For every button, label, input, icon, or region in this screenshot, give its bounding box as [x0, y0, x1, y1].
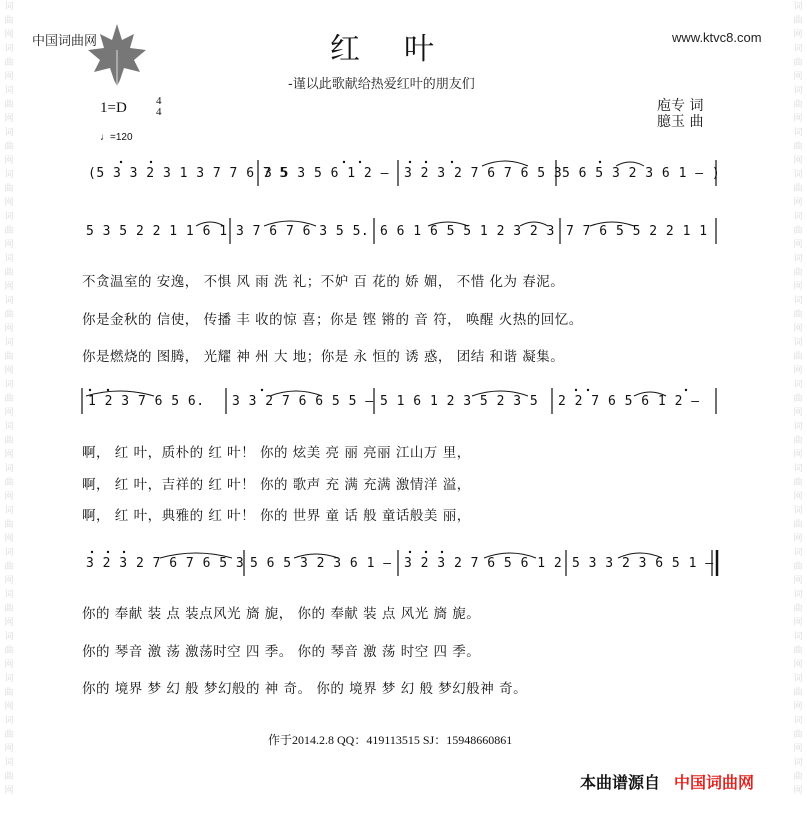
watermark-char: 词 — [4, 716, 14, 726]
watermark-char: 曲 — [793, 646, 803, 656]
watermark-char: 曲 — [793, 436, 803, 446]
watermark-char: 网 — [793, 72, 803, 82]
composer-credit: 臆玉 曲 — [657, 114, 704, 130]
watermark-char: 网 — [4, 618, 14, 628]
watermark-char: 词 — [793, 212, 803, 222]
watermark-char: 曲 — [793, 226, 803, 236]
watermark-char: 词 — [4, 212, 14, 222]
score-measure: 3 5 3 5 6 1 2 – — [264, 166, 389, 181]
watermark-char: 网 — [793, 408, 803, 418]
watermark-char: 曲 — [4, 268, 14, 278]
watermark-char: 曲 — [793, 478, 803, 488]
watermark-char: 曲 — [793, 772, 803, 782]
watermark-char: 词 — [793, 380, 803, 390]
watermark-char: 曲 — [4, 520, 14, 530]
site-url: www.ktvc8.com — [672, 30, 762, 45]
score-measure: 6 6 1 6 5 5 1 2 3 2 3 — [380, 224, 555, 239]
watermark-char: 词 — [793, 674, 803, 684]
watermark-char: 网 — [4, 156, 14, 166]
watermark-char: 网 — [4, 366, 14, 376]
watermark-char: 词 — [4, 464, 14, 474]
watermark-char: 词 — [793, 590, 803, 600]
watermark-char: 词 — [793, 2, 803, 12]
watermark-char: 网 — [4, 660, 14, 670]
watermark-char: 词 — [4, 44, 14, 54]
watermark-char: 词 — [793, 716, 803, 726]
watermark-char: 曲 — [4, 16, 14, 26]
watermark-char: 词 — [793, 338, 803, 348]
watermark-char: 词 — [793, 254, 803, 264]
watermark-char: 词 — [4, 2, 14, 12]
watermark-char: 曲 — [4, 562, 14, 572]
watermark-char: 曲 — [4, 100, 14, 110]
watermark-char: 词 — [4, 170, 14, 180]
score-measure: (5 3 3 2 3 1 3 7 7 6 7 5 — [88, 166, 288, 181]
watermark-char: 曲 — [4, 58, 14, 68]
watermark-char: 网 — [793, 534, 803, 544]
watermark-char: 曲 — [4, 646, 14, 656]
watermark-char: 词 — [4, 590, 14, 600]
watermark-char: 网 — [793, 156, 803, 166]
watermark-char: 曲 — [793, 268, 803, 278]
watermark-char: 曲 — [4, 142, 14, 152]
lyric-line: 啊， 红 叶，典雅的 红 叶！ 你的 世界 童 话 般 童话般美 丽， — [82, 508, 471, 524]
watermark-char: 网 — [793, 282, 803, 292]
lyric-line: 啊， 红 叶，吉祥的 红 叶！ 你的 歌声 充 满 充满 激情洋 溢， — [82, 477, 471, 493]
watermark-char: 曲 — [4, 394, 14, 404]
watermark-char: 网 — [4, 492, 14, 502]
watermark-char: 网 — [4, 198, 14, 208]
watermark-char: 网 — [793, 324, 803, 334]
watermark-char: 曲 — [793, 394, 803, 404]
score-measure: 3 2 3 2 7 6 7 6 5 3 — [404, 166, 563, 181]
score-measure: 3 3 2 7 6 6 5 5 – — [232, 394, 374, 409]
source-brand: 中国词曲网 — [674, 773, 755, 792]
watermark-char: 词 — [4, 674, 14, 684]
watermark-char: 网 — [793, 450, 803, 460]
watermark-char: 词 — [793, 128, 803, 138]
watermark-char: 曲 — [4, 184, 14, 194]
source-label: 本曲谱源自 — [580, 773, 661, 792]
score-measure: 3 2 3 2 7 6 7 6 5 3 — [86, 556, 245, 571]
watermark-char: 词 — [793, 86, 803, 96]
watermark-char: 曲 — [793, 100, 803, 110]
watermark-char: 网 — [4, 30, 14, 40]
watermark-char: 词 — [4, 758, 14, 768]
watermark-char: 网 — [793, 744, 803, 754]
watermark-char: 曲 — [793, 16, 803, 26]
watermark-char: 网 — [793, 576, 803, 586]
watermark-char: 网 — [793, 240, 803, 250]
lyric-line: 你是燃烧的 图腾， 光耀 神 州 大 地；你是 永 恒的 诱 惑， 团结 和谐 凝集。 — [82, 349, 565, 365]
lyric-line: 你的 奉献 装 点 装点风光 旖 旎， 你的 奉献 装 点 风光 旖 旎。 — [82, 606, 481, 622]
watermark-char: 网 — [793, 114, 803, 124]
watermark-char: 曲 — [793, 310, 803, 320]
dedication-subtitle: -谨以此歌献给热爱红叶的朋友们 — [288, 77, 475, 92]
key-signature: 1=D — [100, 100, 127, 116]
watermark-char: 网 — [4, 576, 14, 586]
watermark-char: 曲 — [793, 688, 803, 698]
lyricist-credit: 庖专 词 — [657, 98, 704, 114]
score-measure: 2 2 7 6 5 6 1 2 – — [558, 394, 700, 409]
watermark-char: 网 — [4, 72, 14, 82]
watermark-char: 曲 — [4, 310, 14, 320]
watermark-char: 网 — [4, 744, 14, 754]
watermark-char: 词 — [4, 296, 14, 306]
watermark-char: 曲 — [4, 688, 14, 698]
watermark-char: 词 — [4, 338, 14, 348]
tempo-marking: ♩=120 — [100, 132, 133, 143]
lyric-line: 你是金秋的 信使， 传播 丰 收的惊 喜；你是 铿 锵的 音 符， 唤醒 火热的回忆。 — [82, 312, 583, 328]
watermark-char: 曲 — [4, 604, 14, 614]
lyric-line: 啊， 红 叶，质朴的 红 叶！ 你的 炫美 亮 丽 亮丽 江山万 里， — [82, 445, 471, 461]
watermark-char: 曲 — [793, 142, 803, 152]
watermark-char: 网 — [4, 702, 14, 712]
score-measure: 3 7 6 7 6 3 5 5. — [236, 224, 370, 239]
watermark-char: 曲 — [793, 184, 803, 194]
watermark-char: 词 — [4, 380, 14, 390]
watermark-char: 曲 — [793, 352, 803, 362]
watermark-char: 曲 — [4, 436, 14, 446]
watermark-char: 词 — [793, 506, 803, 516]
site-name-left: 中国词曲网 — [32, 34, 98, 49]
watermark-char: 网 — [793, 702, 803, 712]
score-measure: 1 2 3 7 6 5 6. — [88, 394, 205, 409]
watermark-char: 网 — [4, 534, 14, 544]
watermark-char: 曲 — [4, 478, 14, 488]
lyric-line: 不贪温室的 安逸， 不惧 风 雨 洗 礼；不妒 百 花的 娇 媚， 不惜 化为 春泥。 — [82, 274, 565, 290]
watermark-char: 曲 — [793, 730, 803, 740]
lyric-line: 你的 境界 梦 幻 般 梦幻般的 神 奇。 你的 境界 梦 幻 般 梦幻般神 奇。 — [82, 681, 528, 697]
watermark-char: 词 — [793, 422, 803, 432]
lyric-line: 你的 琴音 激 荡 激荡时空 四 季。 你的 琴音 激 荡 时空 四 季。 — [82, 644, 481, 660]
score-measure: 3 2 3 2 7 6 5 6 1 2 — [404, 556, 563, 571]
watermark-char: 曲 — [4, 772, 14, 782]
watermark-char: 曲 — [793, 520, 803, 530]
watermark-char: 词 — [793, 758, 803, 768]
watermark-char: 网 — [4, 450, 14, 460]
watermark-char: 词 — [4, 422, 14, 432]
watermark-char: 网 — [793, 198, 803, 208]
watermark-char: 词 — [4, 86, 14, 96]
watermark-char: 词 — [793, 170, 803, 180]
time-top: 4 — [156, 95, 162, 107]
watermark-char: 词 — [4, 548, 14, 558]
watermark-char: 网 — [4, 324, 14, 334]
watermark-char: 词 — [4, 506, 14, 516]
composition-footer: 作于2014.2.8 QQ：419113515 SJ：15948660861 — [268, 733, 513, 747]
watermark-char: 曲 — [793, 604, 803, 614]
score-measure: 7 7 6 5 5 2 2 1 1 — [566, 224, 708, 239]
score-measure: 5 6 5 3 2 3 6 1 – ) — [562, 166, 721, 181]
watermark-char: 网 — [793, 786, 803, 796]
watermark-char: 词 — [793, 464, 803, 474]
watermark-char: 网 — [4, 240, 14, 250]
score-measure: 5 3 5 2 2 1 1 6 1 — [86, 224, 228, 239]
watermark-char: 网 — [793, 492, 803, 502]
watermark-char: 词 — [793, 44, 803, 54]
score-measure: 5 1 6 1 2 3 5 2 3 5 — [380, 394, 539, 409]
watermark-char: 词 — [4, 632, 14, 642]
watermark-char: 词 — [4, 128, 14, 138]
time-bottom: 4 — [156, 106, 162, 118]
watermark-char: 词 — [793, 296, 803, 306]
watermark-char: 网 — [793, 618, 803, 628]
watermark-char: 曲 — [4, 226, 14, 236]
watermark-char: 曲 — [4, 352, 14, 362]
watermark-char: 网 — [793, 30, 803, 40]
song-title: 红叶 — [330, 32, 478, 67]
watermark-char: 词 — [793, 632, 803, 642]
score-measure: 5 6 5 3 2 3 6 1 – — [250, 556, 392, 571]
watermark-char: 词 — [793, 548, 803, 558]
watermark-char: 网 — [4, 114, 14, 124]
watermark-char: 曲 — [4, 730, 14, 740]
watermark-char: 曲 — [793, 58, 803, 68]
watermark-char: 网 — [4, 408, 14, 418]
watermark-char: 网 — [4, 282, 14, 292]
watermark-char: 网 — [793, 366, 803, 376]
watermark-char: 网 — [4, 786, 14, 796]
watermark-char: 词 — [4, 254, 14, 264]
watermark-char: 曲 — [793, 562, 803, 572]
score-measure: 5 3 3 2 3 6 5 1 – — [572, 556, 714, 571]
watermark-char: 网 — [793, 660, 803, 670]
